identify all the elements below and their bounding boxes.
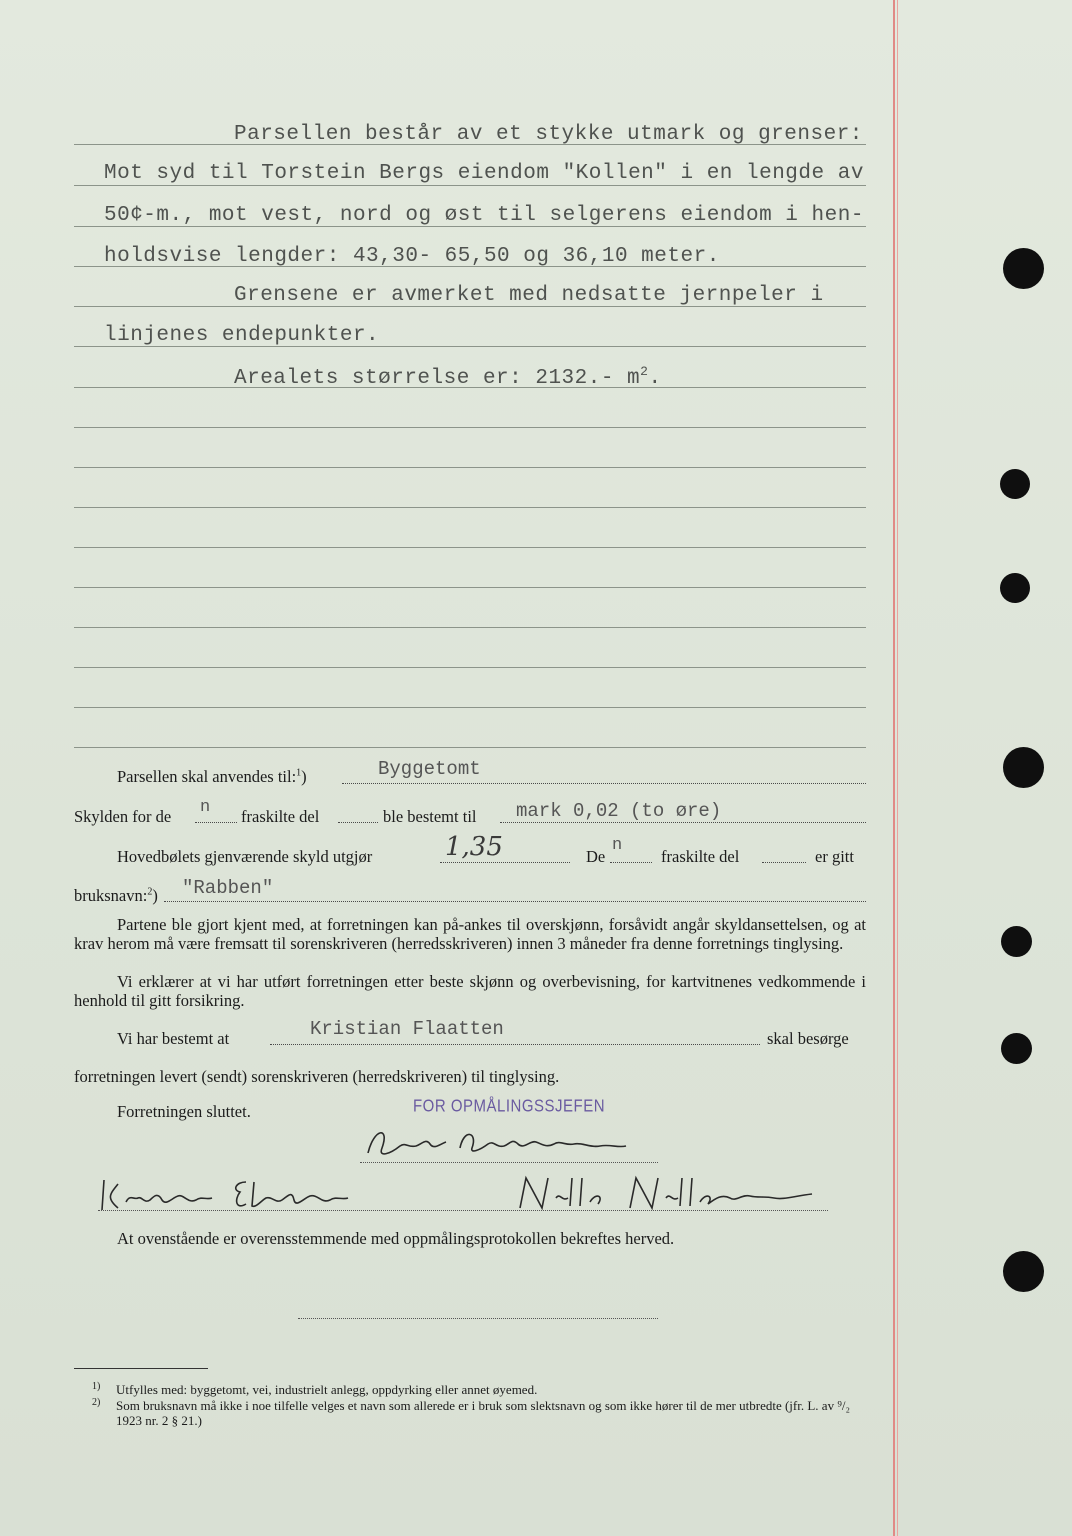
binder-hole <box>1003 248 1044 289</box>
anvendes-sup: 1 <box>296 767 302 779</box>
footnote-2-text: Som bruksnavn må ikke i noe tilfelle velges et navn som allerede er i bruk som slektsnavn og som ikke hører til de mer utbredte (jfr. L. av ⁹/₂ 1923 nr. 2 § 21.) <box>116 1398 850 1428</box>
signature-kristian <box>96 1170 386 1220</box>
binder-hole <box>1003 747 1044 788</box>
bestemt-dots <box>270 1044 760 1045</box>
sluttet-text: Forretningen sluttet. <box>117 1102 251 1121</box>
ruled-line <box>74 547 866 548</box>
bestemt-label: Vi har bestemt at <box>117 1029 230 1048</box>
footnote-2 <box>92 1397 868 1428</box>
declaration-paragraph: Vi erklærer at vi har utført forretningen etter beste skjønn og overbevisning, for kartvitnenes vedkommende i henhold til gitt forsikring. <box>74 972 866 1010</box>
ruled-line <box>74 467 866 468</box>
ruled-line <box>74 747 866 748</box>
ruled-line <box>74 667 866 668</box>
hoved-fraskilte-dots <box>762 862 806 863</box>
binder-hole <box>1000 573 1030 603</box>
skyld-dots-c <box>500 822 866 823</box>
hoved-label: Hovedbølets gjenværende skyld utgjør <box>117 847 373 866</box>
anvendes-dotted-line <box>342 783 866 784</box>
skyld-fill-a: n <box>200 798 211 817</box>
footnote-1-text: Utfylles med: byggetomt, vei, industrielt anlegg, oppdyrking eller annet øyemed. <box>116 1382 538 1397</box>
besorge: skal besørge <box>767 1029 849 1048</box>
skyld-value: mark 0,02 (to øre) <box>516 800 722 822</box>
margin-line-inner <box>897 0 898 1536</box>
typed-line-7 <box>234 364 662 390</box>
footnote-2-mark: 2) <box>92 1397 101 1408</box>
margin-line <box>893 0 895 1536</box>
anvendes-label-text: Parsellen skal anvendes til: <box>117 767 297 786</box>
anvendes-label: Parsellen skal anvendes til:$^1$) <box>117 767 307 786</box>
signature-line-1 <box>360 1162 658 1163</box>
typed-line-5: Grensene er avmerket med nedsatte jernpeler i <box>234 284 824 307</box>
ruled-line <box>74 707 866 708</box>
official-stamp: FOR OPMÅLINGSSJEFEN <box>413 1096 606 1117</box>
signature-line-2 <box>98 1210 828 1211</box>
bruksnavn-label: bruksnavn:$^2$) <box>74 886 158 905</box>
bruksnavn-dots <box>164 901 866 902</box>
skyld-dots-a <box>195 822 237 823</box>
appeal-paragraph: Partene ble gjort kjent med, at forretningen kan på-ankes til overskjønn, forsåvidt angår skyldansettelsen, og at krav herom må være fremsatt til sorenskriveren (herredsskriveren) innen 3 måneder fra denne forretnings tinglysing. <box>74 915 866 953</box>
ruled-line <box>74 587 866 588</box>
skyld-dots-b <box>338 822 378 823</box>
overensstemmende-text: At ovenstående er overensstemmende med oppmålingsprotokollen bekreftes herved. <box>117 1229 675 1248</box>
skyld-label-a: Skylden for de <box>74 807 172 826</box>
area-superscript: 2 <box>640 364 649 379</box>
area-end: . <box>648 367 662 390</box>
bruksnavn-sup: 2 <box>147 886 153 898</box>
typed-line-2: Mot syd til Torstein Bergs eiendom "Kollen" i en lengde av <box>104 162 864 185</box>
typed-line-3: 50¢-m., mot vest, nord og øst til selgerens eiendom i hen- <box>104 204 864 227</box>
footnote-divider <box>74 1368 208 1369</box>
skyld-label-b: fraskilte del <box>241 807 320 826</box>
anvendes-value: Byggetomt <box>378 758 481 780</box>
hoved-gitt: er gitt <box>815 847 854 866</box>
ruled-line <box>74 627 866 628</box>
hoved-de-dots <box>610 862 652 863</box>
hoved-de-fill: n <box>612 836 623 855</box>
binder-hole <box>1001 1033 1032 1064</box>
ruled-line <box>74 185 866 186</box>
hoved-fraskilte: fraskilte del <box>661 847 740 866</box>
hoved-value: 1,35 <box>445 832 503 862</box>
binder-hole <box>1001 926 1032 957</box>
hoved-dots <box>440 862 570 863</box>
skyld-label-c: ble bestemt til <box>383 807 477 826</box>
footnote-1-mark: 1) <box>92 1381 101 1392</box>
signature-line-3 <box>298 1318 658 1319</box>
levert-text: forretningen levert (sendt) sorenskriveren (herredskriveren) til tinglysing. <box>74 1067 560 1086</box>
hoved-de: De <box>586 847 606 866</box>
bruksnavn-label-text: bruksnavn: <box>74 886 148 905</box>
typed-line-4: holdsvise lengder: 43,30- 65,50 og 36,10 meter. <box>104 245 720 268</box>
area-text: Arealets størrelse er: 2132.- m <box>234 367 641 390</box>
typed-line-6: linjenes endepunkter. <box>104 324 380 347</box>
binder-hole <box>1000 469 1030 499</box>
bestemt-value: Kristian Flaatten <box>310 1018 504 1040</box>
signature-surveyor <box>360 1118 660 1168</box>
ruled-line <box>74 507 866 508</box>
typed-line-1: Parsellen består av et stykke utmark og grenser: <box>234 123 863 146</box>
bruksnavn-value: "Rabben" <box>182 877 274 899</box>
footnote-1 <box>92 1381 868 1397</box>
ruled-line <box>74 427 866 428</box>
binder-hole <box>1003 1251 1044 1292</box>
